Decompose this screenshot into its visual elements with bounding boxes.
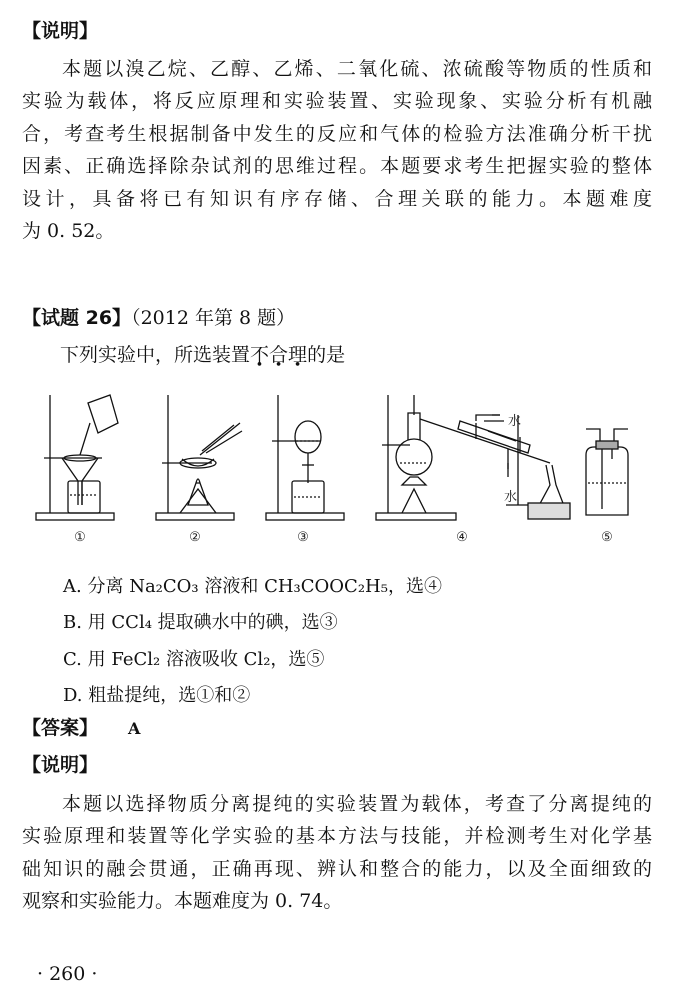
explanation-header-2: 【说明】 xyxy=(22,754,99,776)
separatory-funnel-apparatus xyxy=(266,395,344,520)
question-title xyxy=(22,303,295,330)
stem-text: 的是 xyxy=(307,344,346,366)
apparatus-figure xyxy=(30,385,650,555)
filtration-apparatus xyxy=(36,395,118,520)
emphasis-char: 不 xyxy=(250,344,270,366)
option-letter: D. xyxy=(63,685,83,706)
stem-text: 下列实验中，所选装置 xyxy=(60,344,251,366)
option-text: 粗盐提纯，选①和② xyxy=(88,685,251,706)
explanation-paragraph-2 xyxy=(22,788,652,918)
option-text: 用 CCl₄ 提取碘水中的碘，选③ xyxy=(87,612,338,633)
distillation-apparatus xyxy=(376,395,570,520)
question-source: （2012 年第 8 题） xyxy=(131,307,296,329)
text-line: 本题以选择物质分离提纯的实验装置为载体，考查了分离提纯的 xyxy=(62,793,652,815)
option-text: 分离 Na₂CO₃ 溶液和 CH₃COOC₂H₅，选④ xyxy=(87,576,442,597)
apparatus-label-1: ① xyxy=(74,530,86,545)
apparatus-label-5: ⑤ xyxy=(601,530,613,545)
answer-header: 【答案】 xyxy=(22,717,99,739)
text-line: 本题以溴乙烷、乙醇、乙烯、二氧化硫、浓硫酸等物质的性质和 xyxy=(62,58,652,80)
water-in-label: 水 xyxy=(504,490,518,505)
text-line: 合，考查考生根据制备中发生的反应和气体的检验方法准确分析干扰 xyxy=(22,122,652,145)
page-number: · 260 · xyxy=(37,963,98,985)
text-line: 实验为载体，将反应原理和实验装置、实验现象、实验分析有机融 xyxy=(22,90,652,113)
emphasis-char: 理 xyxy=(288,344,308,366)
apparatus-label-2: ② xyxy=(189,530,201,545)
option-b xyxy=(63,608,338,634)
option-text: 用 FeCl₂ 溶液吸收 Cl₂，选⑤ xyxy=(87,649,325,670)
explanation-paragraph-1 xyxy=(22,53,652,247)
answer-line xyxy=(22,713,140,740)
text-line: 础知识的融会贯通，正确再现、辨认和整合的能力，以及全面细致的 xyxy=(22,857,652,880)
text-line: 为 0. 52。 xyxy=(22,219,115,242)
question-stem xyxy=(60,340,345,367)
emphasis-char: 合 xyxy=(269,344,289,366)
text-line: 观察和实验能力。本题难度为 0. 74。 xyxy=(22,890,343,913)
option-letter: A. xyxy=(63,576,82,597)
water-out-label: 水 xyxy=(508,414,522,429)
option-d xyxy=(63,681,250,707)
option-letter: B. xyxy=(63,612,82,633)
text-line: 实验原理和装置等化学实验的基本方法与技能，并检测考生对化学基 xyxy=(22,825,652,848)
apparatus-label-3: ③ xyxy=(297,530,309,545)
evaporation-apparatus xyxy=(156,395,242,520)
option-a xyxy=(63,572,442,598)
apparatus-label-4: ④ xyxy=(456,530,468,545)
text-line: 设计，具备将已有知识有序存储、合理关联的能力。本题难度 xyxy=(22,187,652,210)
gas-washing-bottle xyxy=(586,429,628,515)
text-line: 因素、正确选择除杂试剂的思维过程。本题要求考生把握实验的整体 xyxy=(22,155,652,178)
option-c xyxy=(63,645,324,671)
explanation-header-1: 【说明】 xyxy=(22,20,99,42)
question-label: 【试题 26】 xyxy=(22,307,132,329)
option-letter: C. xyxy=(63,649,82,670)
answer-value: A xyxy=(128,719,141,738)
